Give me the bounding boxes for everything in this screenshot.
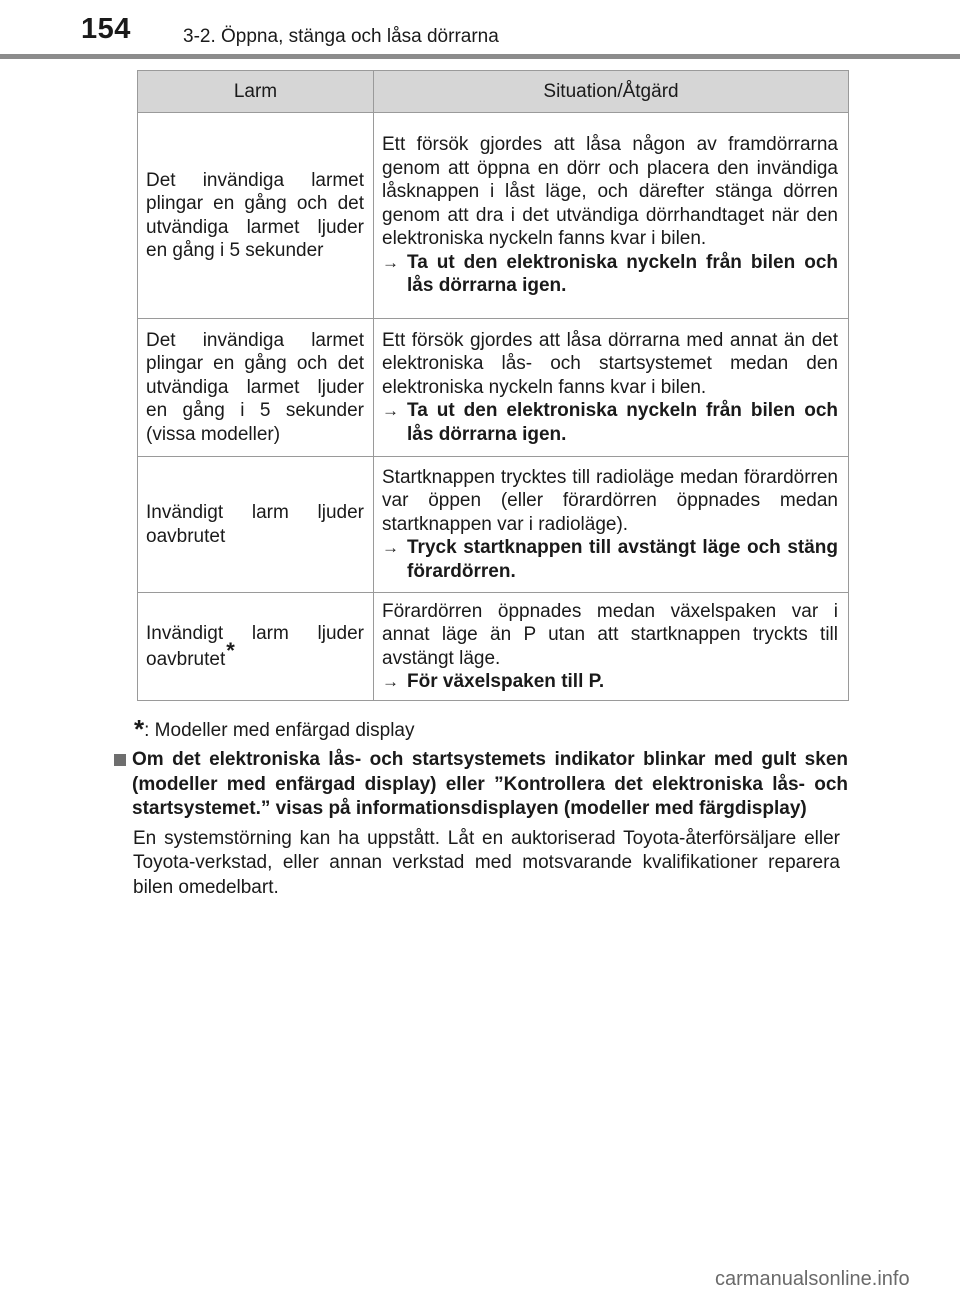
alarm-cell xyxy=(138,457,374,593)
watermark: carmanualsonline.info xyxy=(715,1268,910,1290)
footnote-text: : Modeller med enfärgad display xyxy=(144,720,415,741)
action-text: För växelspaken till P. xyxy=(407,671,605,692)
note-heading-text: Om det elektroniska lås- och startsystemets indikator blinkar med gult sken (modeller med enfärgad display) eller ”Kontrollera det elektroniska lås- och startsystemet.” visas på informationsdisplayen (modeller med färgdisplay) xyxy=(132,749,848,819)
note-heading xyxy=(114,748,848,822)
note-body: En systemstörning kan ha uppstått. Låt en auktoriserad Toyota-återförsäljare eller Toyota-verkstad, eller annan verkstad med motsvarande kvalifikationer reparera bilen omedelbart. xyxy=(133,827,840,898)
arrow-right-icon: → xyxy=(382,401,399,421)
action-text: Tryck startknappen till avstängt läge och stäng förardörren. xyxy=(407,537,838,582)
situation-cell xyxy=(374,113,849,319)
situation-cell xyxy=(374,593,849,701)
action-instruction xyxy=(382,536,838,583)
alarm-table xyxy=(137,70,849,701)
note-section xyxy=(114,748,848,900)
action-text: Ta ut den elektroniska nyckeln från bilen och lås dörrarna igen. xyxy=(407,251,838,297)
page-number: 154 xyxy=(81,13,131,45)
alarm-text: Invändigt larm ljuder oavbrutet xyxy=(146,502,364,547)
alarm-text: Det invändiga larmet plingar en gång och det utvändiga larmet ljuder en gång i 5 sekunder (vissa modeller) xyxy=(146,329,364,445)
situation-text: Förardörren öppnades medan växelspaken var i annat läge än P utan att startknappen tryckts till avstängt läge. xyxy=(382,600,838,669)
column-header-alarm: Larm xyxy=(138,71,374,113)
action-instruction xyxy=(382,399,838,446)
footnote-asterisk: * xyxy=(134,714,145,744)
arrow-right-icon: → xyxy=(382,252,399,272)
column-header-situation: Situation/Åtgärd xyxy=(374,71,849,113)
page-header xyxy=(0,0,960,60)
arrow-right-icon: → xyxy=(382,538,399,558)
action-instruction xyxy=(382,670,838,694)
situation-text: Ett försök gjordes att låsa dörrarna med annat än det elektroniska lås- och startsystemet medan den elektroniska nyckeln fanns kvar i bilen. xyxy=(382,329,838,398)
alarm-text: Invändigt larm ljuder oavbrutet xyxy=(146,623,364,670)
action-text: Ta ut den elektroniska nyckeln från bilen och lås dörrarna igen. xyxy=(407,400,838,445)
alarm-cell xyxy=(138,319,374,457)
table-row xyxy=(138,457,849,593)
action-instruction xyxy=(382,251,838,298)
square-bullet-icon xyxy=(114,754,126,766)
footnote xyxy=(134,712,415,743)
situation-cell xyxy=(374,319,849,457)
situation-text: Startknappen trycktes till radioläge medan förardörren var öppen (eller förardörren öppnades medan startknappen var i radioläge). xyxy=(382,466,838,535)
arrow-right-icon: → xyxy=(382,672,399,691)
alarm-cell xyxy=(138,593,374,701)
table-row xyxy=(138,113,849,319)
situation-text: Ett försök gjordes att låsa någon av framdörrarna genom att öppna en dörr och placera den invändiga låsknappen i låst läge, och därefter stänga dörren genom att dra i det utvändiga dörrhandtaget när den elektroniska nyckeln fanns kvar i bilen. xyxy=(382,134,838,250)
header-divider xyxy=(0,54,960,59)
table-row xyxy=(138,593,849,701)
table-row xyxy=(138,319,849,457)
table-header-row xyxy=(138,71,849,113)
situation-cell xyxy=(374,457,849,593)
alarm-text: Det invändiga larmet plingar en gång och det utvändiga larmet ljuder en gång i 5 sekunder xyxy=(146,169,364,261)
alarm-cell xyxy=(138,113,374,319)
asterisk-mark: * xyxy=(226,637,235,663)
section-title: 3-2. Öppna, stänga och låsa dörrarna xyxy=(183,26,499,47)
